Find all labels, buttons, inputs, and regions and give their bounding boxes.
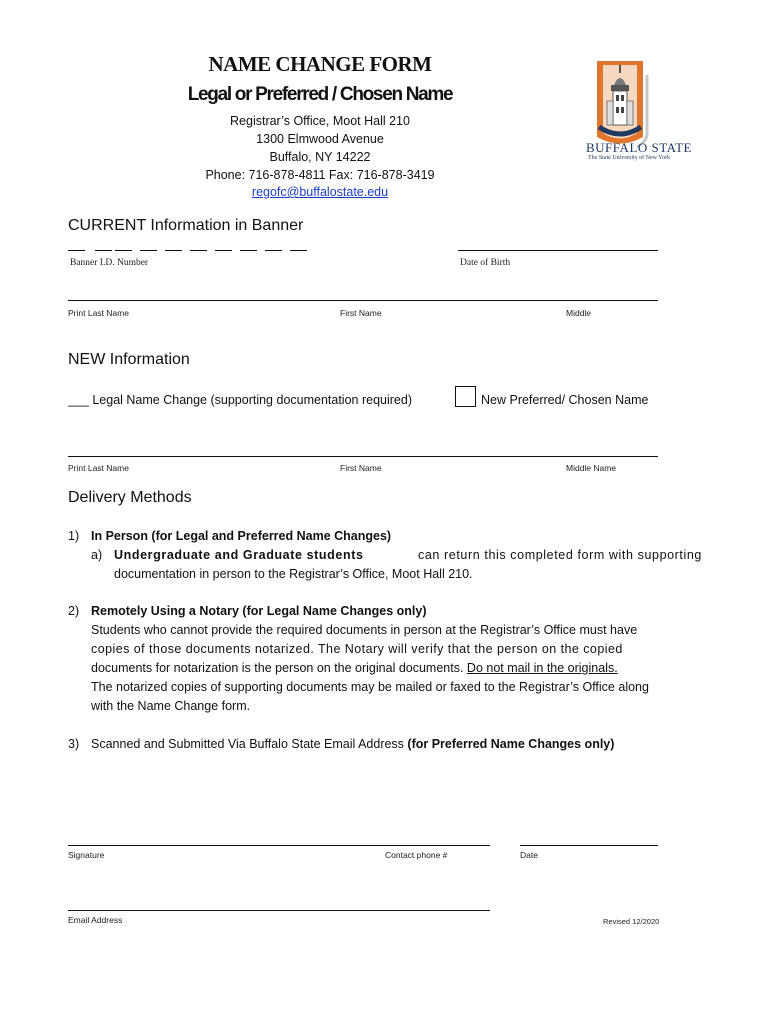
preferred-name-label: New Preferred/ Chosen Name xyxy=(481,393,649,407)
preferred-name-checkbox[interactable] xyxy=(455,386,476,407)
signature-label: Signature xyxy=(68,850,105,860)
legal-name-option[interactable] xyxy=(68,391,412,410)
do-not-mail-originals-note: Do not mail in the originals. xyxy=(466,661,618,675)
delivery-item-2-title: Remotely Using a Notary (for Legal Name Changes only) xyxy=(91,604,427,618)
delivery-item-2-line2: copies of those documents notarized. The Notary will verify that the person on the copied xyxy=(91,642,623,656)
current-last-name-label: Print Last Name xyxy=(68,308,129,318)
new-first-name-label: First Name xyxy=(340,463,382,473)
current-heading: CURRENT Information in Banner xyxy=(68,217,304,234)
banner-id-field[interactable] xyxy=(68,250,328,254)
current-name-field[interactable] xyxy=(68,300,658,301)
delivery-item-1a-bold: Undergraduate and Graduate students xyxy=(114,548,364,562)
delivery-item-2-line3-text: documents for notarization is the person on the original documents. xyxy=(91,661,464,675)
email-address-field[interactable] xyxy=(68,910,490,911)
banner-id-label: Banner I.D. Number xyxy=(70,258,149,268)
current-middle-name-label: Middle xyxy=(566,308,592,318)
logo-tagline: The State University of New York xyxy=(588,155,670,161)
delivery-item-2-line5: with the Name Change form. xyxy=(91,699,251,713)
email-address-label: Email Address xyxy=(68,915,123,925)
new-last-name-label: Print Last Name xyxy=(68,463,129,473)
dob-label: Date of Birth xyxy=(460,258,511,268)
revised-date: Revised 12/2020 xyxy=(603,917,660,926)
delivery-item-2-number: 2) xyxy=(68,604,80,618)
delivery-item-3-number: 3) xyxy=(68,737,80,751)
address-line-office: Registrar’s Office, Moot Hall 210 xyxy=(230,114,410,128)
new-middle-name-label: Middle Name xyxy=(566,463,617,473)
signature-phone-field[interactable] xyxy=(68,845,490,846)
contact-phone-label: Contact phone # xyxy=(385,850,448,860)
form-subtitle: Legal or Preferred / Chosen Name xyxy=(187,84,453,105)
delivery-item-3 xyxy=(91,735,614,754)
legal-name-label: Legal Name Change (supporting documentation required) xyxy=(92,393,412,407)
delivery-item-1a-text: can return this completed form with supporting xyxy=(418,548,702,562)
delivery-item-1a-line2: documentation in person to the Registrar’s Office, Moot Hall 210. xyxy=(114,567,473,581)
delivery-item-1-number: 1) xyxy=(68,529,80,543)
address-line-street: 1300 Elmwood Avenue xyxy=(256,132,384,146)
legal-name-blank[interactable]: ___ xyxy=(68,393,89,407)
delivery-heading: Delivery Methods xyxy=(68,489,192,506)
form-title: NAME CHANGE FORM xyxy=(208,52,432,76)
address-line-city: Buffalo, NY 14222 xyxy=(269,150,371,164)
date-label: Date xyxy=(520,850,538,860)
new-info-heading: NEW Information xyxy=(68,351,190,368)
logo-wordmark: BUFFALO STATE xyxy=(586,140,692,155)
address-line-phone: Phone: 716-878-4811 Fax: 716-878-3419 xyxy=(205,168,435,182)
delivery-item-1a-line1 xyxy=(114,546,702,565)
date-field[interactable] xyxy=(520,845,658,846)
delivery-item-2-line4: The notarized copies of supporting documents may be mailed or faxed to the Registrar’s Office along xyxy=(91,680,649,694)
delivery-item-3-text: Scanned and Submitted Via Buffalo State Email Address xyxy=(91,737,404,751)
date-of-birth-field[interactable] xyxy=(458,250,658,251)
delivery-item-2-line3 xyxy=(91,659,618,678)
delivery-item-2-line1: Students who cannot provide the required documents in person at the Registrar’s Office must have xyxy=(91,623,638,637)
delivery-item-1a-letter: a) xyxy=(91,548,103,562)
delivery-item-3-bold: (for Preferred Name Changes only) xyxy=(407,737,615,751)
registrar-email-link[interactable]: regofc@buffalostate.edu xyxy=(251,185,389,199)
delivery-item-1-title: In Person (for Legal and Preferred Name Changes) xyxy=(91,529,392,543)
current-first-name-label: First Name xyxy=(340,308,382,318)
new-name-field[interactable] xyxy=(68,456,658,457)
